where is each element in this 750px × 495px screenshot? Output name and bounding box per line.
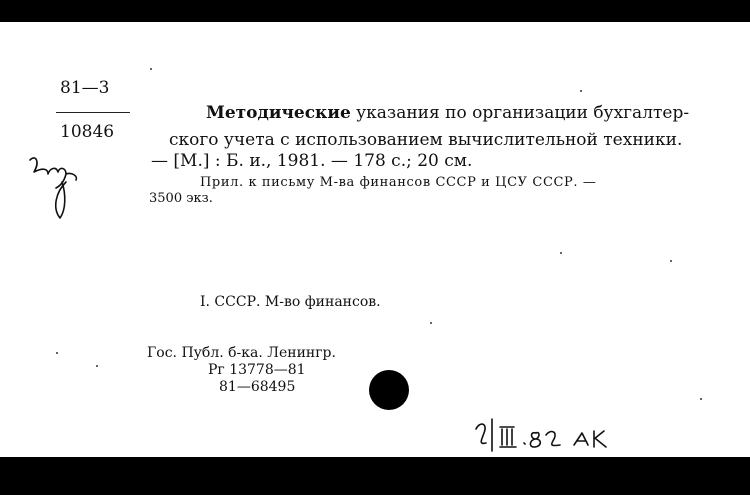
subject-entry: I. СССР. М-во финансов. xyxy=(200,294,381,310)
speck xyxy=(430,322,432,324)
imprint-line: — [М.] : Б. и., 1981. — 178 с.; 20 см. xyxy=(151,151,473,171)
number-divider xyxy=(56,112,130,113)
catalog-card xyxy=(0,22,750,457)
note-line: Прил. к письму М-ва финансов СССР и ЦСУ СССР. — xyxy=(200,175,597,190)
handwritten-date-mark xyxy=(474,417,634,457)
catalog-number: Рг 13778—81 xyxy=(208,362,306,378)
title-line-2: ского учета с использованием вычислительной техники. xyxy=(169,130,683,150)
edition-line: 3500 экз. xyxy=(149,191,213,206)
title-bold: Методические xyxy=(206,103,351,123)
accession-number: 10846 xyxy=(60,122,115,142)
library-line: Гос. Публ. б-ка. Ленингр. xyxy=(147,345,336,361)
speck xyxy=(56,352,58,354)
speck xyxy=(580,90,582,92)
speck xyxy=(150,68,152,70)
record-number: 81—68495 xyxy=(219,379,296,395)
title-rest: указания по организации бухгалтер- xyxy=(356,103,690,123)
speck xyxy=(560,252,562,254)
speck xyxy=(670,260,672,262)
speck xyxy=(96,365,98,367)
title-line-1 xyxy=(206,105,689,122)
handwritten-mark-left xyxy=(26,152,86,242)
ink-blot xyxy=(369,370,409,410)
speck xyxy=(700,398,702,400)
class-number: 81—3 xyxy=(60,78,110,98)
